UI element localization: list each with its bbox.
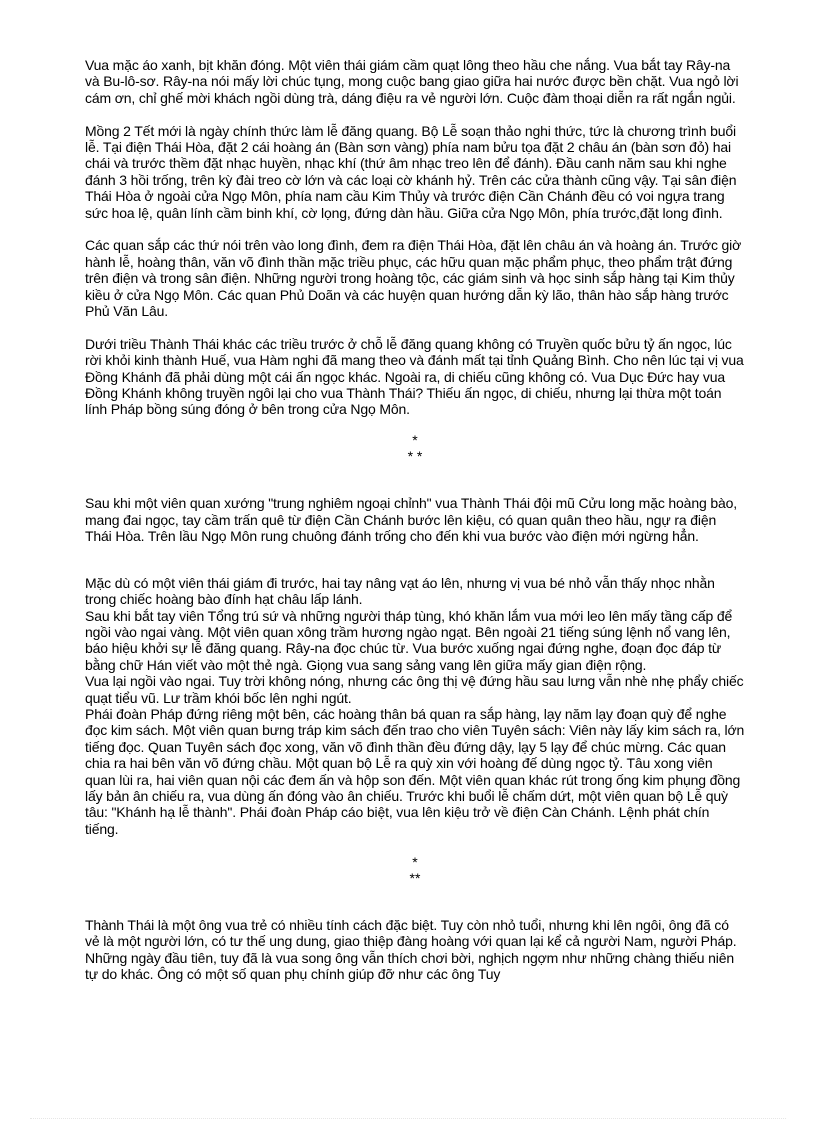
document-body [85,57,745,982]
paragraph: Thành Thái là một ông vua trẻ có nhiều tính cách đặc biệt. Tuy còn nhỏ tuổi, nhưng khi lên ngôi, ông đã có vẻ là một người lớn, có tư thế ung dung, giao thiệp đàng hoàng với quan lại kể cả người Nam, người Pháp. Những ngày đầu tiên, tuy đã là vua song ông vẫn thích chơi bời, nghịch ngợm như những chàng thiếu niên tự do khác. Ông có một số quan phụ chính giúp đỡ như các ông Tuy [85,916,737,983]
paragraph: Phái đoàn Pháp đứng riêng một bên, các hoàng thân bá quan ra sắp hàng, lạy năm lạy đoạn quỳ để nghe đọc kim sách. Một viên quan bưng tráp kim sách đến trao cho viên Tuyên sách: Viên này lấy kim sách ra, lớn tiếng đọc. Quan Tuyên sách đọc xong, văn võ đình thần đều đứng dậy, lạy 5 lạy để chúc mừng. Các quan chia ra hai bên văn võ đứng chầu. Một quan bộ Lễ ra quỳ xin với hoàng đế dùng ngọc tỷ. Tâu xong viên quan lùi ra, hai viên quan nội các đem ấn và hộp son đến. Một viên quan khác rút trong ống kim phụng đồng lấy bản ân chiếu ra, vua dùng ấn đóng vào ân chiếu. Trước khi buổi lễ chấm dứt, một viên quan bộ Lễ quỳ tâu: "Khánh hạ lễ thành". Phái đoàn Pháp cáo biệt, vua lên kiệu trở về điện Càn Chánh. Lệnh phát chín tiếng. [85,705,745,837]
paragraph: Vua lại ngồi vào ngai. Tuy trời không nóng, nhưng các ông thị vệ đứng hầu sau lưng vẫn nhè nhẹ phẩy chiếc quạt tiểu vũ. Lư trầm khói bốc lên nghi ngút. [85,673,744,706]
page-bottom-border [30,1118,786,1119]
paragraph: Dưới triều Thành Thái khác các triều trước ở chỗ lễ đăng quang không có Truyền quốc bửu tỷ ấn ngọc, lúc rời khỏi kinh thành Huế, vua Hàm nghi đã mang theo và đánh mất tại tỉnh Quảng Bình. Cho nên lúc tại vị vua Đồng Khánh đã phải dùng một cái ấn ngọc khác. Ngoài ra, di chiếu cũng không có. Vua Dục Đức hay vua Đồng Khánh không truyền ngôi lại cho vua Thành Thái? Thiếu ấn ngọc, di chiếu, nhưng lại thừa một toán lính Pháp bồng súng đóng ở bên trong cửa Ngọ Môn. [85,335,744,418]
section-separator-star: * [412,431,418,448]
paragraph: Các quan sắp các thứ nói trên vào long đình, đem ra điện Thái Hòa, đặt lên châu án và hoàng án. Trước giờ hành lễ, hoàng thân, văn võ đình thần mặc triều phục, các hữu quan mặc phẩm phục, theo phẩm trật đứng trên điện và trong sân điện. Những người trong hoàng tộc, các giám sinh và học sinh sắp hàng tại Kim thủy kiều ở cửa Ngọ Môn. Các quan Phủ Doãn và các huyện quan hướng dẫn kỳ lão, thân hào sắp hàng trước Phủ Văn Lâu. [85,237,742,320]
section-separator-star: * [412,853,418,870]
section-separator-stars: ** [409,870,421,886]
paragraph: Mặc dù có một viên thái giám đi trước, hai tay nâng vạt áo lên, nhưng vị vua bé nhỏ vẫn thấy nhọc nhằn trong chiếc hoàng bào đính hạt châu lấp lánh. [85,574,715,608]
section-separator-stars: * * [407,448,423,465]
paragraph: Sau khi một viên quan xướng "trung nghiêm ngoại chỉnh" vua Thành Thái đội mũ Cửu long mặc hoàng bào, mang đai ngọc, tay cầm trấn quê từ điện Cần Chánh bước lên kiệu, có quan quân theo hầu, ngự ra điện Thái Hòa. Trên lầu Ngọ Môn rung chuông đánh trống cho đến khi vua bước vào điện mới ngừng hẳn. [85,495,737,544]
paragraph: Mồng 2 Tết mới là ngày chính thức làm lễ đăng quang. Bộ Lễ soạn thảo nghi thức, tức là chương trình buổi lễ. Tại điện Thái Hòa, đặt 2 cái hoàng án (Bàn sơn vàng) phía nam bửu tọa đặt 2 châu án (bàn sơn đỏ) hai chái và trước thềm đặt nhạc huyền, nhạc khí (thứ âm nhạc treo lên để đánh). Đầu canh năm sau khi nghe đánh 3 hồi trống, trên kỳ đài treo cờ lớn và các loại cờ khánh hỷ. Trên các cửa thành cũng vậy. Tại sân điện Thái Hòa ở ngoài cửa Ngọ Môn, phía nam cầu Kim Thủy và trước điện Cần Chánh đều có voi ngựa trang sức hoa lệ, quân lính cầm binh khí, cờ lọng, đứng dàn hầu. Giữa cửa Ngọ Môn, phía trước,đặt long đình. [85,122,737,221]
paragraph: Vua mặc áo xanh, bịt khăn đóng. Một viên thái giám cầm quạt lông theo hầu che nắng. Vua bắt tay Rây-na và Bu-lô-sơ. Rây-na nói mấy lời chúc tụng, mong cuộc bang giao giữa hai nước được bền chặt. Vua ngỏ lời cám ơn, chỉ ghế mời khách ngồi dùng trà, dáng điệu ra vẻ người lớn. Cuộc đàm thoại diễn ra rất ngắn ngủi. [85,57,739,106]
paragraph: Sau khi bắt tay viên Tổng trú sứ và những người tháp tùng, khó khăn lắm vua mới leo lên mấy tầng cấp để ngồi vào ngai vàng. Một viên quan xông trầm hương ngào ngạt. Bên ngoài 21 tiếng súng lệnh nổ vang lên, báo hiệu khởi sự lễ đăng quang. Rây-na đọc chúc từ. Vua bước xuống ngai đứng nghe, đoạn đọc đáp từ bằng chữ Hán viết vào một thẻ ngà. Giọng vua sang sảng vang lên giữa mấy gian điện rộng. [85,607,733,673]
